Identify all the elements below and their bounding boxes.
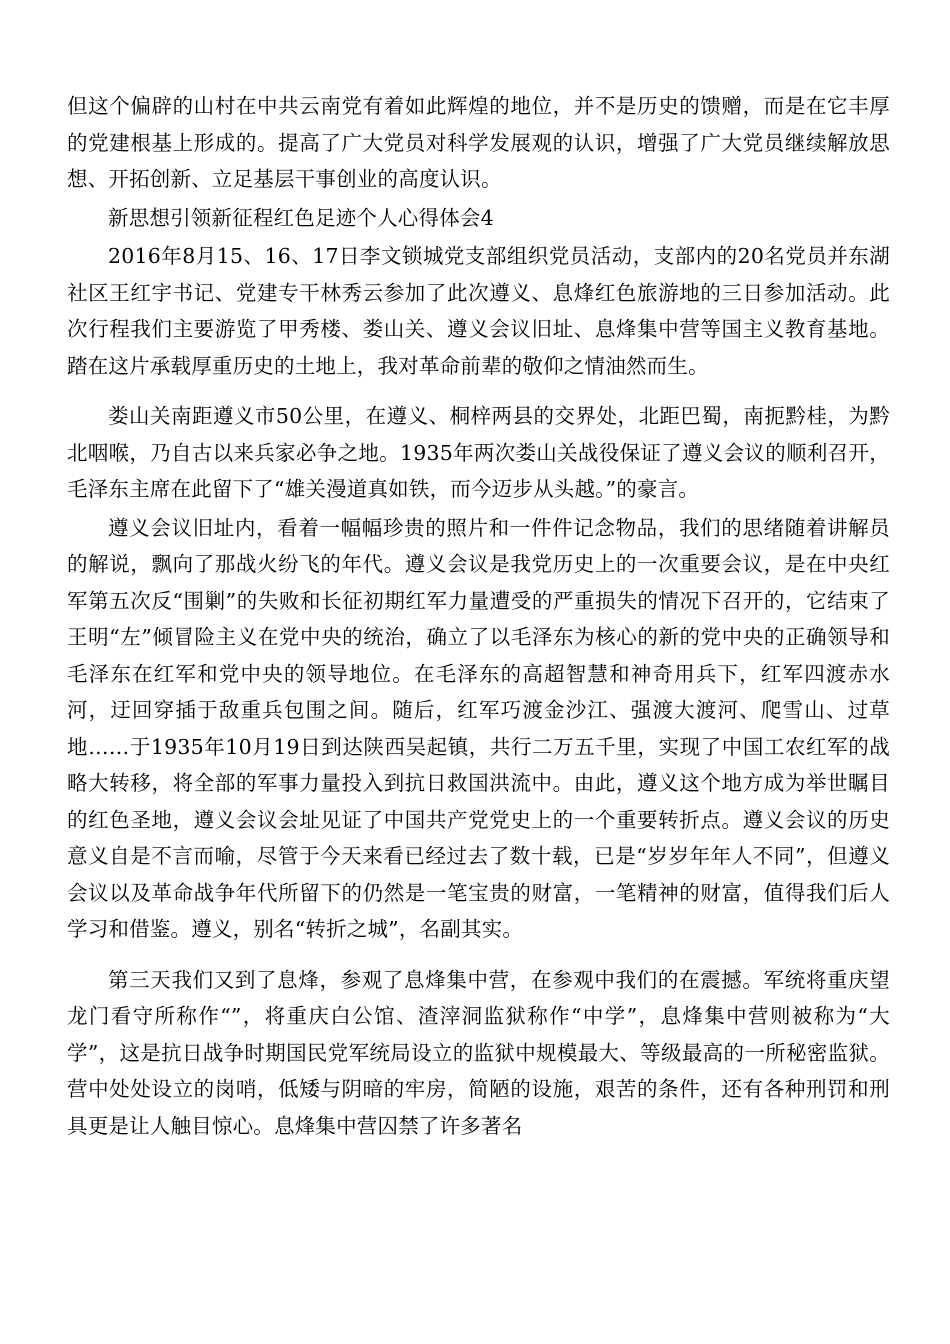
paragraph: 2016年8月15、16、17日李文锁城党支部组织党员活动，支部内的20名党员并东湖社区王红宇书记、党建专干林秀云参加了此次遵义、息烽红色旅游地的三日参加活动。此次行程我们主要游览了甲秀楼、娄山关、遵义会议旧址、息烽集中营等国主义教育基地。踏在这片承载厚重历史的土地上，我对革命前辈的敬仰之情油然而生。 <box>67 244 890 378</box>
paragraph: 娄山关南距遵义市50公里，在遵义、桐梓两县的交界处，北距巴蜀，南扼黔桂，为黔北咽喉，乃自古以来兵家必争之地。1935年两次娄山关战役保证了遵义会议的顺利召开，毛泽东主席在此留下了“雄关漫道真如铁，而今迈步从头越。”的豪言。 <box>67 404 890 501</box>
paragraph: 第三天我们又到了息烽，参观了息烽集中营，在参观中我们的在震撼。军统将重庆望龙门看守所称作“”，将重庆白公馆、渣滓洞监狱称作“中学”，息烽集中营则被称为“大学”，这是抗日战争时期国民党军统局设立的监狱中规模最大、等级最高的一所秘密监狱。营中处处设立的岗哨，低矮与阴暗的牢房，简陋的设施，艰苦的条件，还有各种刑罚和刑具更是让人触目惊心。息烽集中营囚禁了许多著名 <box>67 967 890 1138</box>
paragraph: 遵义会议旧址内，看着一幅幅珍贵的照片和一件件记念物品，我们的思绪随着讲解员的解说，飘向了那战火纷飞的年代。遵义会议是我党历史上的一次重要会议，是在中央红军第五次反“围剿”的失败和长征初期红军力量遭受的严重损失的情况下召开的，它结束了王明“左”倾冒险主义在党中央的统治，确立了以毛泽东为核心的新的党中央的正确领导和毛泽东在红军和党中央的领导地位。在毛泽东的高超智慧和神奇用兵下，红军四渡赤水河，迂回穿插于敌重兵包围之间。随后，红军巧渡金沙江、强渡大渡河、爬雪山、过草地……于1935年10月19日到达陕西吴起镇，共行二万五千里，实现了中国工农红军的战略大转移，将全部的军事力量投入到抗日救国洪流中。由此，遵义这个地方成为举世瞩目的红色圣地，遵义会议会址见证了中国共产党党史上的一个重要转折点。遵义会议的历史意义自是不言而喻，尽管于今天来看已经过去了数十载，已是“岁岁年年人不同”，但遵义会议以及革命战争年代所留下的仍然是一笔宝贵的财富，一笔精神的财富，值得我们后人学习和借鉴。遵义，别名“转折之城”，名副其实。 <box>67 515 890 941</box>
paragraph-continued: 但这个偏辟的山村在中共云南党有着如此辉煌的地位，并不是历史的馈赠，而是在它丰厚的党建根基上形成的。提高了广大党员对科学发展观的认识，增强了广大党员继续解放思想、开拓创新、立足基层干事创业的高度认识。 <box>67 94 890 191</box>
section-heading: 新思想引领新征程红色足迹个人心得体会4 <box>108 205 494 230</box>
